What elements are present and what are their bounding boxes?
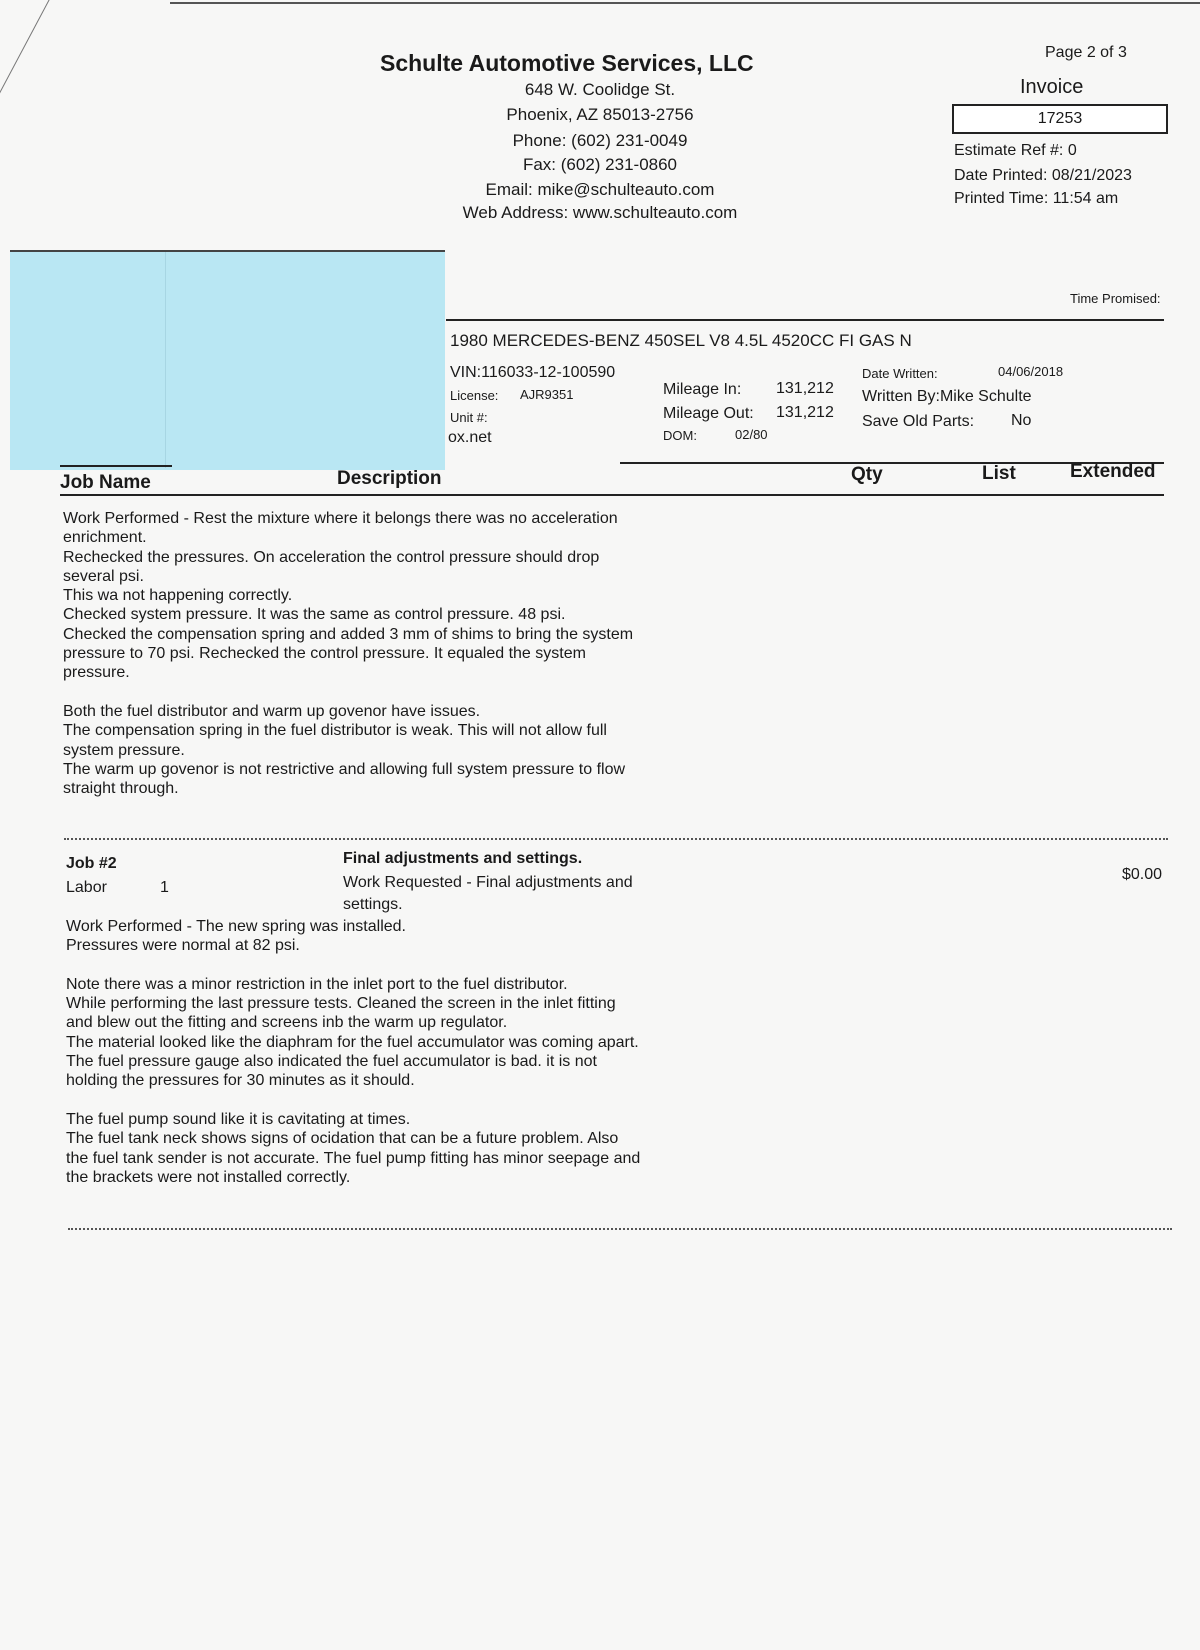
header-bottom-rule xyxy=(60,494,1164,496)
text-line: The fuel pressure gauge also indicated the fuel accumulator is bad. it is not xyxy=(66,1053,597,1071)
text-line: the fuel tank sender is not accurate. The fuel pump fitting has minor seepage and xyxy=(66,1149,641,1167)
dom-label: DOM: xyxy=(663,428,697,443)
col-description: Description xyxy=(337,468,442,489)
text-line: The fuel tank neck shows signs of ocidation that can be a future problem. Also xyxy=(66,1130,619,1148)
company-fax: Fax: (602) 231-0860 xyxy=(522,155,678,174)
job2-labor-qty: 1 xyxy=(160,879,169,896)
text-line: The warm up govenor is not restrictive and allowing full system pressure to flow xyxy=(63,760,626,778)
customer-email-fragment: ox.net xyxy=(448,429,492,446)
text-line: The fuel pump sound like it is cavitating at times. xyxy=(66,1110,411,1128)
text-line: system pressure. xyxy=(63,741,185,759)
text-line: This wa not happening correctly. xyxy=(63,587,293,605)
save-old-parts-value: No xyxy=(1011,412,1032,429)
time-promised-label: Time Promised: xyxy=(1070,291,1161,306)
text-line: The compensation spring in the fuel distributor is weak. This will not allow full xyxy=(63,722,607,740)
redacted-customer-info xyxy=(10,250,445,470)
folded-corner-line xyxy=(0,0,89,110)
job1-work-performed xyxy=(63,509,633,798)
text-line: Checked the compensation spring and added 3 mm of shims to bring the system xyxy=(63,625,634,643)
job2-work-performed xyxy=(66,917,640,1187)
text-line: Work Performed - The new spring was installed. xyxy=(66,918,406,935)
text-line: Rechecked the pressures. On acceleration the control pressure should drop xyxy=(63,548,600,566)
text-line: Work Performed - Rest the mixture where it belongs there was no acceleration xyxy=(63,510,618,527)
vin: VIN:116033-12-100590 xyxy=(450,364,616,381)
text-line: straight through. xyxy=(63,780,179,798)
text-line: Both the fuel distributor and warm up govenor have issues. xyxy=(63,702,481,720)
company-web: Web Address: www.schulteauto.com xyxy=(462,203,738,222)
invoice-number: 17253 xyxy=(952,104,1168,134)
text-line: holding the pressures for 30 minutes as it should. xyxy=(66,1072,415,1090)
job2-extended: $0.00 xyxy=(1122,866,1163,883)
text-line: the brackets were not installed correctly. xyxy=(66,1168,351,1186)
job2-requested-line1: Work Requested - Final adjustments and xyxy=(343,874,633,891)
mileage-out-label: Mileage Out: xyxy=(663,405,754,422)
page-number: Page 2 of 3 xyxy=(1045,44,1127,61)
text-line xyxy=(66,956,640,975)
job2-label: Job #2 xyxy=(66,855,117,872)
mileage-out-value: 131,212 xyxy=(776,404,834,421)
company-name: Schulte Automotive Services, LLC xyxy=(380,50,754,76)
date-printed: Date Printed: 08/21/2023 xyxy=(954,167,1132,184)
unit-label: Unit #: xyxy=(450,410,488,425)
estimate-ref: Estimate Ref #: 0 xyxy=(954,142,1077,159)
text-line: Pressures were normal at 82 psi. xyxy=(66,937,300,955)
redaction-seam xyxy=(165,252,166,468)
written-by: Written By:Mike Schulte xyxy=(862,388,1032,405)
dom-value: 02/80 xyxy=(735,427,768,442)
text-line: pressure to 70 psi. Rechecked the control pressure. It equaled the system xyxy=(63,645,586,663)
text-line: While performing the last pressure tests. Cleaned the screen in the inlet fitting xyxy=(66,995,616,1013)
job2-requested-line2: settings. xyxy=(343,896,403,913)
job1-separator xyxy=(64,838,1168,840)
mileage-in-value: 131,212 xyxy=(776,380,834,397)
job2-title: Final adjustments and settings. xyxy=(343,850,583,867)
text-line xyxy=(63,683,633,702)
company-email: Email: mike@schulteauto.com xyxy=(485,180,715,199)
col-qty: Qty xyxy=(851,464,883,485)
col-job-name: Job Name xyxy=(60,472,151,493)
col-list: List xyxy=(982,463,1016,484)
invoice-title: Invoice xyxy=(1020,76,1084,98)
text-line xyxy=(66,1091,640,1110)
page-top-edge xyxy=(170,2,1200,4)
col-extended: Extended xyxy=(1070,461,1156,482)
text-line: and blew out the fitting and screens inb the warm up regulator. xyxy=(66,1014,508,1032)
vehicle-top-rule xyxy=(446,319,1164,321)
mileage-in-label: Mileage In: xyxy=(663,381,742,398)
save-old-parts-label: Save Old Parts: xyxy=(862,413,975,430)
text-line: several psi. xyxy=(63,567,144,585)
text-line: pressure. xyxy=(63,664,130,682)
job2-labor-label: Labor xyxy=(66,879,107,896)
job2-separator xyxy=(68,1228,1172,1230)
company-address-line1: 648 W. Coolidge St. xyxy=(524,80,676,99)
vehicle-description: 1980 MERCEDES-BENZ 450SEL V8 4.5L 4520CC FI GAS N xyxy=(450,331,912,350)
license-label: License: xyxy=(450,388,499,403)
license-value: AJR9351 xyxy=(520,387,574,402)
company-phone: Phone: (602) 231-0049 xyxy=(512,131,688,150)
printed-time: Printed Time: 11:54 am xyxy=(954,190,1119,207)
text-line: Checked system pressure. It was the same as control pressure. 48 psi. xyxy=(63,606,566,624)
text-line: The material looked like the diaphram for the fuel accumulator was coming apart. xyxy=(66,1033,639,1051)
text-line: Note there was a minor restriction in the inlet port to the fuel distributor. xyxy=(66,975,568,993)
date-written-value: 04/06/2018 xyxy=(998,364,1064,379)
header-rule-left xyxy=(60,465,172,467)
date-written-label: Date Written: xyxy=(862,366,938,381)
company-address-line2: Phoenix, AZ 85013-2756 xyxy=(506,105,694,124)
text-line: enrichment. xyxy=(63,529,147,547)
